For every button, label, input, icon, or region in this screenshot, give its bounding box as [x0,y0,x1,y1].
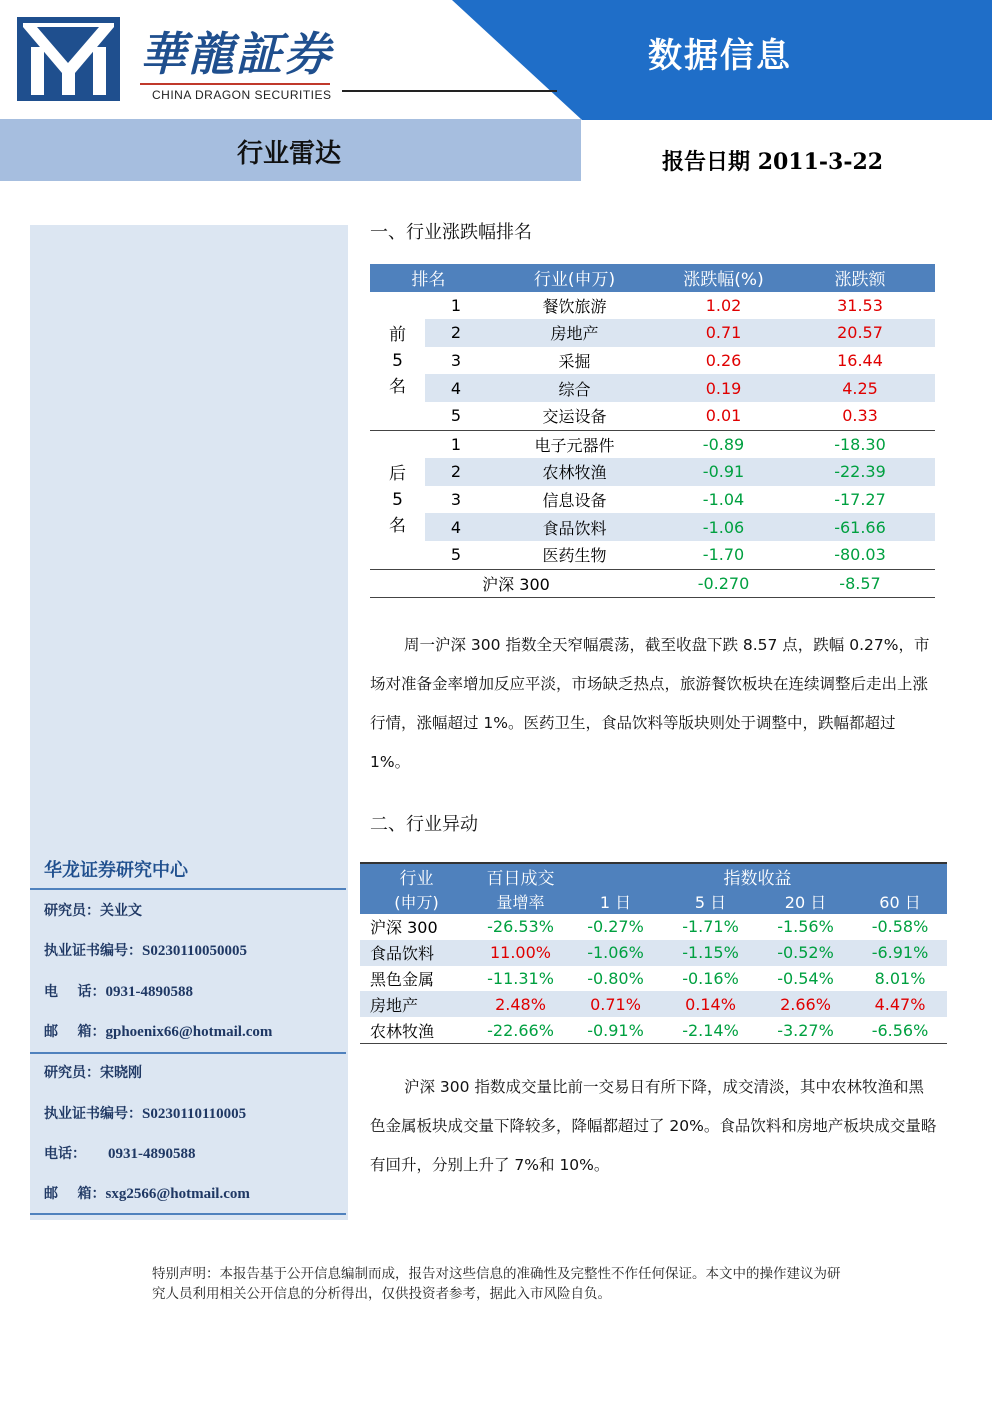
col-header-industry: 行业(申万) [487,264,662,292]
analyst-2-phone: 电话： 0931-4890588 [44,1146,196,1162]
analyst-1-email: 邮 箱：gphoenix66@hotmail.com [44,1024,273,1040]
disclaimer: 特别声明：本报告基于公开信息编制而成，报告对这些信息的准确性及完整性不作任何保证。本文中的操作建议为研究人员利用相关公开信息的分析得出，仅供投资者参考，据此入市风险自负。 [152,1266,841,1302]
col-header-volume: 百日成交 [473,863,568,889]
table-row: 4 综合 0.19 4.25 [370,374,935,402]
table-row: 4 食品饮料 -1.06 -61.66 [370,513,935,541]
sidebar-divider [30,1052,346,1054]
section-1-title: 一、行业涨跌幅排名 [370,222,532,243]
report-date-label: 报告日期 [662,150,751,175]
table-row: 农林牧渔 -22.66% -0.91% -2.14% -3.27% -6.56% [360,1017,947,1043]
col-header-amt: 涨跌额 [785,264,935,292]
report-section-title: 行业雷达 [236,139,341,169]
brand-name-en: CHINA DRAGON SECURITIES [152,88,332,102]
report-date [662,145,883,176]
table-header-row [370,264,935,292]
table-row: 食品饮料 11.00% -1.06% -1.15% -0.52% -6.91% [360,940,947,966]
analyst-1-cert: 执业证书编号：S0230110050005 [44,943,248,959]
analyst-2-email: 邮 箱：sxg2566@hotmail.com [44,1186,250,1202]
brand-name-cn: 華龍証券 [140,27,332,81]
table-row: 沪深 300 -26.53% -0.27% -1.71% -1.56% -0.58% [370,917,929,938]
table-row: 2 农林牧渔 -0.91 -22.39 [370,458,935,486]
sidebar-divider [30,1213,346,1215]
index-row: 沪深 300 -0.270 -8.57 [370,569,935,598]
table-row: 前 5 名 1 餐饮旅游 1.02 31.53 [370,292,935,320]
col-header-pct: 涨跌幅(%) [662,264,785,292]
analyst-1-name: 研究员：关业文 [44,903,142,919]
table-row: 后 5 名 1 电子元器件 -0.89 -18.30 [370,430,935,458]
header-rule [342,90,557,92]
table-row: 5 医药生物 -1.70 -80.03 [450,545,886,566]
brand-underline [140,83,330,85]
bottom-5-label: 后 5 名 [370,430,425,569]
analyst-1-phone: 电 话：0931-4890588 [44,984,193,1000]
analyst-2-name: 研究员：宋晓刚 [44,1065,142,1081]
col-header-industry: 行业 [360,863,473,889]
col-header-index-return: 指数收益 [568,863,947,889]
section-1-paragraph: 周一沪深 300 指数全天窄幅震荡，截至收盘下跌 8.57 点，跌幅 0.27%，市场对准备金率增加反应平淡，市场缺乏热点，旅游餐饮板块在连续调整后走出上涨行情，涨幅超过 1%。医药卫生，食品饮料等版块则处于调整中，跌幅都超过 1%。 [370,636,930,771]
company-logo [17,17,120,101]
report-date-value: 2011-3-22 [757,149,884,175]
industry-anomaly-table [360,862,947,1044]
section-2-title: 二、行业异动 [370,814,478,835]
analyst-2-cert: 执业证书编号：S0230110110005 [44,1106,247,1122]
document-type-title: 数据信息 [648,36,792,76]
table-row: 2 房地产 0.71 20.57 [370,319,935,347]
table-row: 3 采掘 0.26 16.44 [450,351,883,372]
top-5-label: 前 5 名 [389,324,406,397]
industry-ranking-table [370,264,935,598]
table-row: 黑色金属 -11.31% -0.80% -0.16% -0.54% 8.01% [370,968,926,989]
col-header-rank: 排名 [370,264,487,292]
section-2-paragraph: 沪深 300 指数成交量比前一交易日有所下降，成交清淡，其中农林牧渔和黑色金属板块成交量下降较多，降幅都超过了 20%。食品饮料和房地产板块成交量略有回升，分别上升了 7%和 10%。 [370,1078,937,1174]
table-header-row [360,863,947,889]
table-row: 5 交运设备 0.01 0.33 [450,406,878,427]
table-row: 3 信息设备 -1.04 -17.27 [450,490,886,511]
research-center-title: 华龙证券研究中心 [44,860,188,881]
table-header-row: (申万) 量增率 1 日 5 日 20 日 60 日 [360,889,947,914]
sidebar-divider [30,888,346,890]
table-row: 房地产 2.48% 0.71% 0.14% 2.66% 4.47% [360,991,947,1017]
